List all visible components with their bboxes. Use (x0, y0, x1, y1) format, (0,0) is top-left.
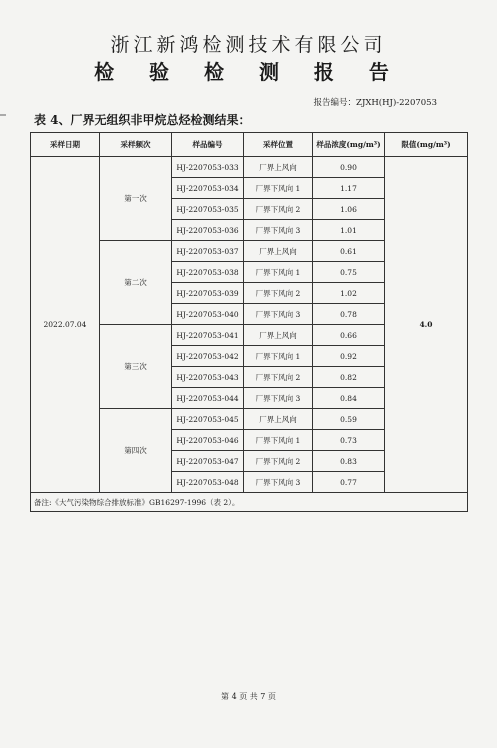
note-row (31, 493, 468, 512)
sampling-date-cell: 2022.07.04 (31, 157, 100, 493)
concentration-cell: 1.01 (313, 220, 385, 241)
header-frequency: 采样频次 (100, 133, 172, 157)
sample-id-cell: HJ-2207053-045 (172, 409, 244, 430)
concentration-cell: 0.66 (313, 325, 385, 346)
concentration-cell: 1.06 (313, 199, 385, 220)
concentration-cell: 0.73 (313, 430, 385, 451)
frequency-cell: 第一次 (100, 157, 172, 241)
table-note: 备注:《大气污染物综合排放标准》GB16297-1996（表 2）。 (31, 493, 468, 512)
location-cell: 厂界下风向 3 (244, 388, 313, 409)
concentration-cell: 0.61 (313, 241, 385, 262)
concentration-cell: 0.90 (313, 157, 385, 178)
table-header-row (31, 133, 468, 157)
location-cell: 厂界下风向 2 (244, 367, 313, 388)
report-title: 检 验 检 测 报 告 (94, 60, 403, 84)
concentration-cell: 0.59 (313, 409, 385, 430)
page-number: 第 4 页 共 7 页 (221, 692, 276, 701)
location-cell: 厂界下风向 1 (244, 430, 313, 451)
sample-id-cell: HJ-2207053-042 (172, 346, 244, 367)
concentration-cell: 0.78 (313, 304, 385, 325)
location-cell: 厂界下风向 3 (244, 220, 313, 241)
location-cell: 厂界上风向 (244, 157, 313, 178)
sample-id-cell: HJ-2207053-034 (172, 178, 244, 199)
sample-id-cell: HJ-2207053-037 (172, 241, 244, 262)
location-cell: 厂界上风向 (244, 241, 313, 262)
limit-cell: 4.0 (385, 157, 468, 493)
sample-id-cell: HJ-2207053-044 (172, 388, 244, 409)
concentration-cell: 0.84 (313, 388, 385, 409)
table-body (31, 157, 468, 493)
sample-id-cell: HJ-2207053-036 (172, 220, 244, 241)
location-cell: 厂界下风向 1 (244, 346, 313, 367)
sample-id-cell: HJ-2207053-041 (172, 325, 244, 346)
location-cell: 厂界上风向 (244, 325, 313, 346)
table-row (31, 157, 468, 178)
header-location: 采样位置 (244, 133, 313, 157)
concentration-cell: 0.92 (313, 346, 385, 367)
sample-id-cell: HJ-2207053-039 (172, 283, 244, 304)
concentration-cell: 0.83 (313, 451, 385, 472)
table-title: 表 4、厂界无组织非甲烷总烃检测结果： (34, 113, 251, 127)
location-cell: 厂界下风向 1 (244, 262, 313, 283)
sample-id-cell: HJ-2207053-047 (172, 451, 244, 472)
location-cell: 厂界下风向 2 (244, 283, 313, 304)
concentration-cell: 0.77 (313, 472, 385, 493)
location-cell: 厂界下风向 1 (244, 178, 313, 199)
header-concentration: 样品浓度(mg/m³) (313, 133, 385, 157)
header-sampling-date: 采样日期 (31, 133, 100, 157)
location-cell: 厂界下风向 3 (244, 304, 313, 325)
sample-id-cell: HJ-2207053-040 (172, 304, 244, 325)
sample-id-cell: HJ-2207053-038 (172, 262, 244, 283)
page-edge-mark (0, 114, 6, 116)
sample-id-cell: HJ-2207053-043 (172, 367, 244, 388)
report-number: 报告编号：ZJXH(HJ)-2207053 (313, 98, 437, 108)
location-cell: 厂界上风向 (244, 409, 313, 430)
concentration-cell: 1.17 (313, 178, 385, 199)
header-limit: 限值(mg/m³) (385, 133, 468, 157)
header-sample-id: 样品编号 (172, 133, 244, 157)
location-cell: 厂界下风向 3 (244, 472, 313, 493)
frequency-cell: 第二次 (100, 241, 172, 325)
frequency-cell: 第三次 (100, 325, 172, 409)
sample-id-cell: HJ-2207053-048 (172, 472, 244, 493)
company-name: 浙江新鸿检测技术有限公司 (110, 34, 387, 56)
location-cell: 厂界下风向 2 (244, 451, 313, 472)
sample-id-cell: HJ-2207053-035 (172, 199, 244, 220)
concentration-cell: 1.02 (313, 283, 385, 304)
frequency-cell: 第四次 (100, 409, 172, 493)
location-cell: 厂界下风向 2 (244, 199, 313, 220)
concentration-cell: 0.82 (313, 367, 385, 388)
sample-id-cell: HJ-2207053-046 (172, 430, 244, 451)
results-table (30, 132, 468, 512)
sample-id-cell: HJ-2207053-033 (172, 157, 244, 178)
concentration-cell: 0.75 (313, 262, 385, 283)
